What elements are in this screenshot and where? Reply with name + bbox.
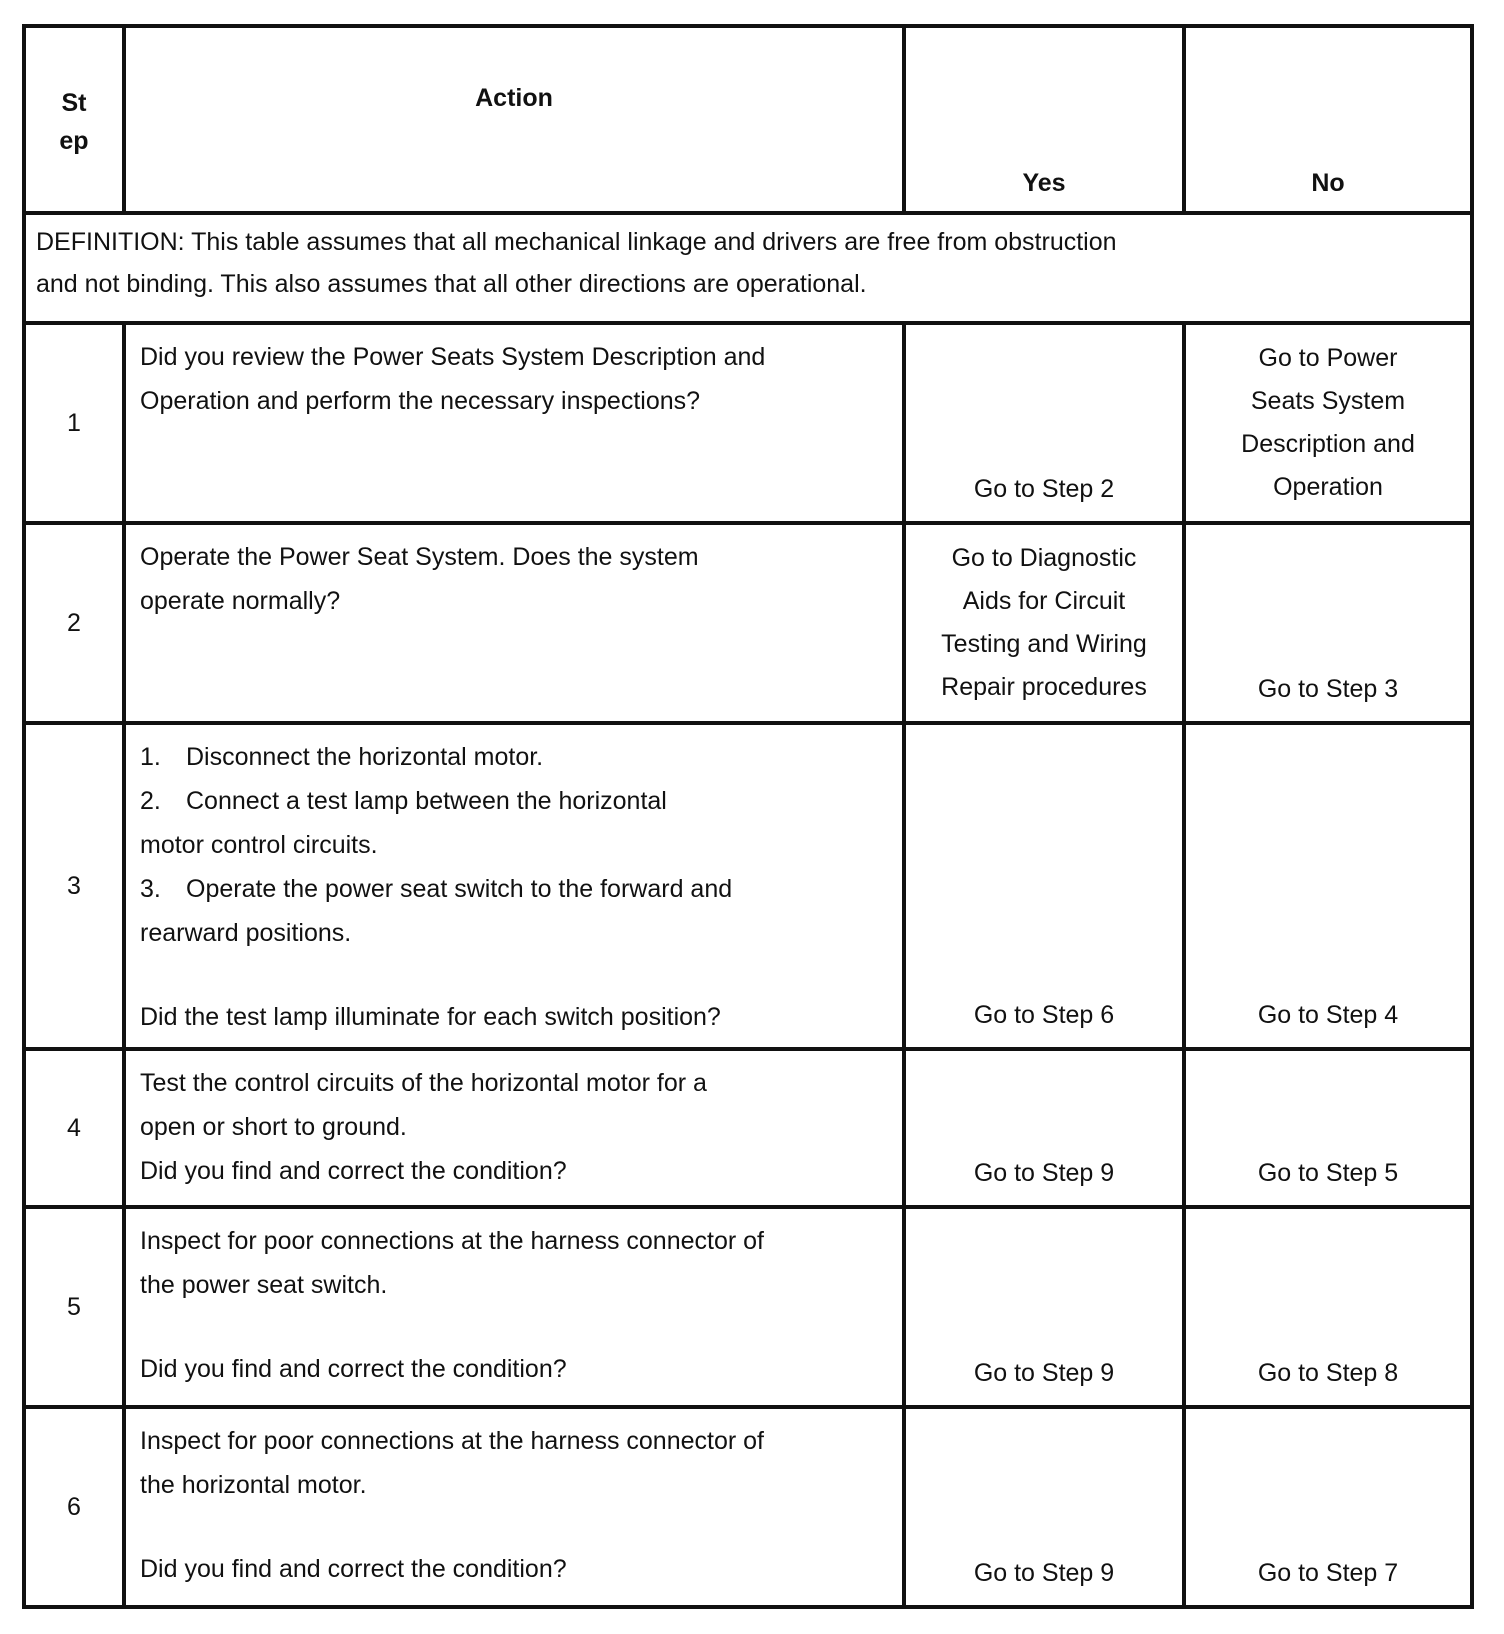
action-text: Test the control circuits of the horizontal motor for a bbox=[140, 1069, 707, 1097]
definition-line: DEFINITION: This table assumes that all mechanical linkage and drivers are free from obstruction bbox=[36, 228, 1117, 256]
no-text: Go to Step 3 bbox=[1257, 675, 1399, 703]
yes-cell bbox=[904, 523, 1184, 723]
no-cell bbox=[1184, 323, 1472, 523]
list-item: rearward positions. bbox=[140, 919, 352, 947]
action-question: Did the test lamp illuminate for each switch position? bbox=[140, 1003, 721, 1031]
list-item: motor control circuits. bbox=[140, 831, 378, 859]
yes-cell bbox=[904, 1049, 1184, 1207]
diagnostic-table-page bbox=[22, 24, 1470, 1609]
yes-text: Go to Diagnostic bbox=[951, 544, 1137, 572]
no-cell bbox=[1184, 723, 1472, 1049]
yes-text: Aids for Circuit bbox=[962, 587, 1126, 615]
action-text: Did you review the Power Seats System Description and bbox=[140, 343, 766, 371]
table-row bbox=[24, 1207, 1472, 1407]
no-cell bbox=[1184, 1207, 1472, 1407]
definition-cell bbox=[24, 213, 1472, 323]
table-header-row bbox=[24, 26, 1472, 213]
action-cell bbox=[124, 723, 904, 1049]
yes-text: Repair procedures bbox=[941, 673, 1147, 701]
table-row bbox=[24, 523, 1472, 723]
list-item: 1. Disconnect the horizontal motor. bbox=[140, 743, 544, 771]
yes-text: Go to Step 9 bbox=[973, 1359, 1115, 1387]
table-row bbox=[24, 1049, 1472, 1207]
action-cell bbox=[124, 523, 904, 723]
header-action: Action bbox=[124, 26, 904, 213]
no-text: Operation bbox=[1273, 473, 1383, 501]
action-cell bbox=[124, 1207, 904, 1407]
action-question: Did you find and correct the condition? bbox=[140, 1555, 567, 1583]
table-row bbox=[24, 1407, 1472, 1607]
no-text: Go to Step 7 bbox=[1257, 1559, 1399, 1587]
no-text: Go to Step 4 bbox=[1257, 1001, 1399, 1029]
yes-text: Go to Step 6 bbox=[973, 1001, 1115, 1029]
yes-text: Go to Step 2 bbox=[973, 475, 1115, 503]
no-text: Go to Step 8 bbox=[1257, 1359, 1399, 1387]
yes-cell bbox=[904, 1207, 1184, 1407]
action-text: open or short to ground. bbox=[140, 1113, 407, 1141]
no-cell bbox=[1184, 523, 1472, 723]
yes-cell bbox=[904, 1407, 1184, 1607]
step-number: 3 bbox=[24, 723, 124, 1049]
action-cell bbox=[124, 1407, 904, 1607]
no-text: Go to Power bbox=[1258, 344, 1398, 372]
no-cell bbox=[1184, 1049, 1472, 1207]
list-item: 2. Connect a test lamp between the horizontal bbox=[140, 787, 667, 815]
yes-cell bbox=[904, 723, 1184, 1049]
step-number: 2 bbox=[24, 523, 124, 723]
definition-line: and not binding. This also assumes that all other directions are operational. bbox=[36, 270, 867, 298]
action-text: operate normally? bbox=[140, 587, 341, 615]
step-number: 4 bbox=[24, 1049, 124, 1207]
definition-row bbox=[24, 213, 1472, 323]
header-no: No bbox=[1184, 26, 1472, 213]
action-cell bbox=[124, 323, 904, 523]
action-text: Operation and perform the necessary inspections? bbox=[140, 387, 701, 415]
action-text: the power seat switch. bbox=[140, 1271, 388, 1299]
yes-text: Go to Step 9 bbox=[973, 1559, 1115, 1587]
action-text: Inspect for poor connections at the harness connector of bbox=[140, 1427, 764, 1455]
no-text: Description and bbox=[1241, 430, 1415, 458]
table-row bbox=[24, 323, 1472, 523]
list-item: 3. Operate the power seat switch to the forward and bbox=[140, 875, 733, 903]
yes-cell bbox=[904, 323, 1184, 523]
action-question: Did you find and correct the condition? bbox=[140, 1355, 567, 1383]
action-text: the horizontal motor. bbox=[140, 1471, 367, 1499]
table-row bbox=[24, 723, 1472, 1049]
header-step: St ep bbox=[24, 26, 124, 213]
no-text: Go to Step 5 bbox=[1257, 1159, 1399, 1187]
diagnostic-table bbox=[22, 24, 1474, 1609]
step-number: 1 bbox=[24, 323, 124, 523]
action-text: Operate the Power Seat System. Does the system bbox=[140, 543, 699, 571]
action-text: Inspect for poor connections at the harness connector of bbox=[140, 1227, 764, 1255]
yes-text: Go to Step 9 bbox=[973, 1159, 1115, 1187]
no-text: Seats System bbox=[1250, 387, 1406, 415]
yes-text: Testing and Wiring bbox=[941, 630, 1147, 658]
action-cell bbox=[124, 1049, 904, 1207]
step-number: 5 bbox=[24, 1207, 124, 1407]
action-text: Did you find and correct the condition? bbox=[140, 1157, 567, 1185]
no-cell bbox=[1184, 1407, 1472, 1607]
header-yes: Yes bbox=[904, 26, 1184, 213]
step-number: 6 bbox=[24, 1407, 124, 1607]
